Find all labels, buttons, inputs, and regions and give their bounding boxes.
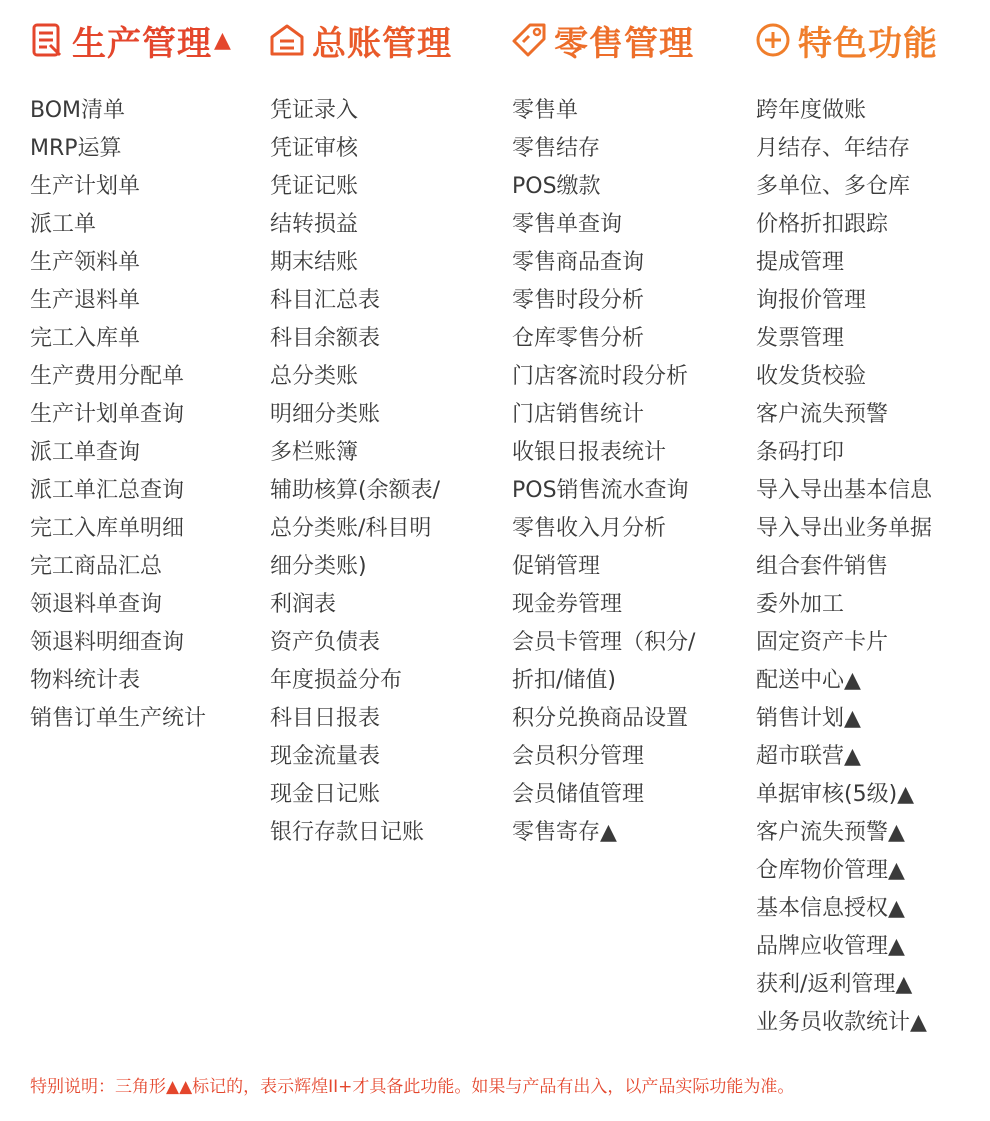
price-tag-icon: [510, 21, 548, 59]
list-item: 完工入库单明细: [30, 516, 185, 541]
list-item: 固定资产卡片: [756, 630, 889, 655]
list-item: 总分类账: [270, 364, 359, 389]
list-item: 结转损益: [270, 212, 359, 237]
list-item: 收发货校验: [756, 364, 867, 389]
list-item: 业务员收款统计▲: [756, 1010, 927, 1035]
list-item: 派工单查询: [30, 440, 141, 465]
list-item: 完工商品汇总: [30, 554, 163, 579]
list-item: 零售收入月分析: [512, 516, 667, 541]
list-item: 多栏账簿: [270, 440, 359, 465]
column-ledger: [268, 12, 452, 852]
list-item: 仓库物价管理▲: [756, 858, 905, 883]
list-item: 生产计划单: [30, 174, 141, 199]
list-item: 条码打印: [756, 440, 845, 465]
list-item: BOM清单: [30, 98, 126, 123]
item-list: [512, 92, 695, 852]
list-item: 明细分类账: [270, 402, 381, 427]
header-ledger: [268, 12, 452, 68]
list-item: 门店销售统计: [512, 402, 645, 427]
header-production: [28, 12, 231, 68]
list-item: 询报价管理: [756, 288, 867, 313]
list-item: 会员卡管理（积分/: [512, 630, 696, 655]
list-item: 配送中心▲: [756, 668, 861, 693]
list-item: 科目汇总表: [270, 288, 381, 313]
premium-marker: ▲: [214, 27, 231, 53]
list-item: 仓库零售分析: [512, 326, 645, 351]
list-item: 生产退料单: [30, 288, 141, 313]
item-list: [30, 92, 231, 738]
list-item: POS销售流水查询: [512, 478, 689, 503]
item-list: [270, 92, 452, 852]
list-item: 会员积分管理: [512, 744, 645, 769]
column-title: 零售管理: [554, 23, 694, 64]
list-item: 零售单查询: [512, 212, 623, 237]
list-item: 折扣/储值): [512, 668, 616, 693]
list-item: 组合套件销售: [756, 554, 889, 579]
list-item: 生产计划单查询: [30, 402, 185, 427]
list-item: 零售结存: [512, 136, 601, 161]
list-item: 凭证录入: [270, 98, 359, 123]
list-item: 凭证审核: [270, 136, 359, 161]
column-title: 特色功能: [798, 23, 938, 64]
list-item: 总分类账/科目明: [270, 516, 432, 541]
list-item: MRP运算: [30, 136, 122, 161]
list-item: 会员储值管理: [512, 782, 645, 807]
list-item: 派工单: [30, 212, 97, 237]
list-item: 年度损益分布: [270, 668, 403, 693]
list-item: 辅助核算(余额表/: [270, 478, 440, 503]
list-item: 销售计划▲: [756, 706, 861, 731]
list-item: 导入导出业务单据: [756, 516, 933, 541]
list-item: 品牌应收管理▲: [756, 934, 905, 959]
list-item: 跨年度做账: [756, 98, 867, 123]
list-item: 派工单汇总查询: [30, 478, 185, 503]
list-item: 价格折扣跟踪: [756, 212, 889, 237]
list-item: 单据审核(5级)▲: [756, 782, 915, 807]
document-list-icon: [28, 21, 66, 59]
column-retail: [510, 12, 695, 852]
list-item: 促销管理: [512, 554, 601, 579]
list-item: 细分类账): [270, 554, 367, 579]
list-item: 期末结账: [270, 250, 359, 275]
list-item: 生产领料单: [30, 250, 141, 275]
list-item: 现金日记账: [270, 782, 381, 807]
header-features: [754, 12, 938, 68]
list-item: 零售商品查询: [512, 250, 645, 275]
list-item: 科目余额表: [270, 326, 381, 351]
list-item: 零售单: [512, 98, 579, 123]
list-item: 多单位、多仓库: [756, 174, 911, 199]
list-item: 月结存、年结存: [756, 136, 911, 161]
list-item: 客户流失预警▲: [756, 820, 905, 845]
list-item: 超市联营▲: [756, 744, 861, 769]
list-item: 销售订单生产统计: [30, 706, 207, 731]
ledger-icon: [268, 21, 306, 59]
plus-circle-icon: [754, 21, 792, 59]
list-item: 科目日报表: [270, 706, 381, 731]
column-production: [28, 12, 231, 738]
list-item: 资产负债表: [270, 630, 381, 655]
list-item: 凭证记账: [270, 174, 359, 199]
list-item: 生产费用分配单: [30, 364, 185, 389]
list-item: 领退料明细查询: [30, 630, 185, 655]
list-item: 现金券管理: [512, 592, 623, 617]
list-item: 获利/返利管理▲: [756, 972, 913, 997]
list-item: 收银日报表统计: [512, 440, 667, 465]
footnote: 特别说明：三角形▲▲标记的，表示辉煌II+才具备此功能。如果与产品有出入，以产品实际功能为准。: [30, 1077, 795, 1097]
column-features: [754, 12, 938, 1042]
list-item: 提成管理: [756, 250, 845, 275]
list-item: POS缴款: [512, 174, 601, 199]
item-list: [756, 92, 938, 1042]
list-item: 银行存款日记账: [270, 820, 425, 845]
list-item: 现金流量表: [270, 744, 381, 769]
list-item: 领退料单查询: [30, 592, 163, 617]
column-title: 总账管理: [312, 23, 452, 64]
list-item: 利润表: [270, 592, 337, 617]
list-item: 发票管理: [756, 326, 845, 351]
list-item: 完工入库单: [30, 326, 141, 351]
list-item: 零售时段分析: [512, 288, 645, 313]
header-retail: [510, 12, 695, 68]
list-item: 零售寄存▲: [512, 820, 617, 845]
list-item: 客户流失预警: [756, 402, 889, 427]
list-item: 物料统计表: [30, 668, 141, 693]
column-title: 生产管理: [72, 23, 212, 64]
list-item: 积分兑换商品设置: [512, 706, 689, 731]
list-item: 门店客流时段分析: [512, 364, 689, 389]
list-item: 基本信息授权▲: [756, 896, 905, 921]
list-item: 导入导出基本信息: [756, 478, 933, 503]
list-item: 委外加工: [756, 592, 845, 617]
